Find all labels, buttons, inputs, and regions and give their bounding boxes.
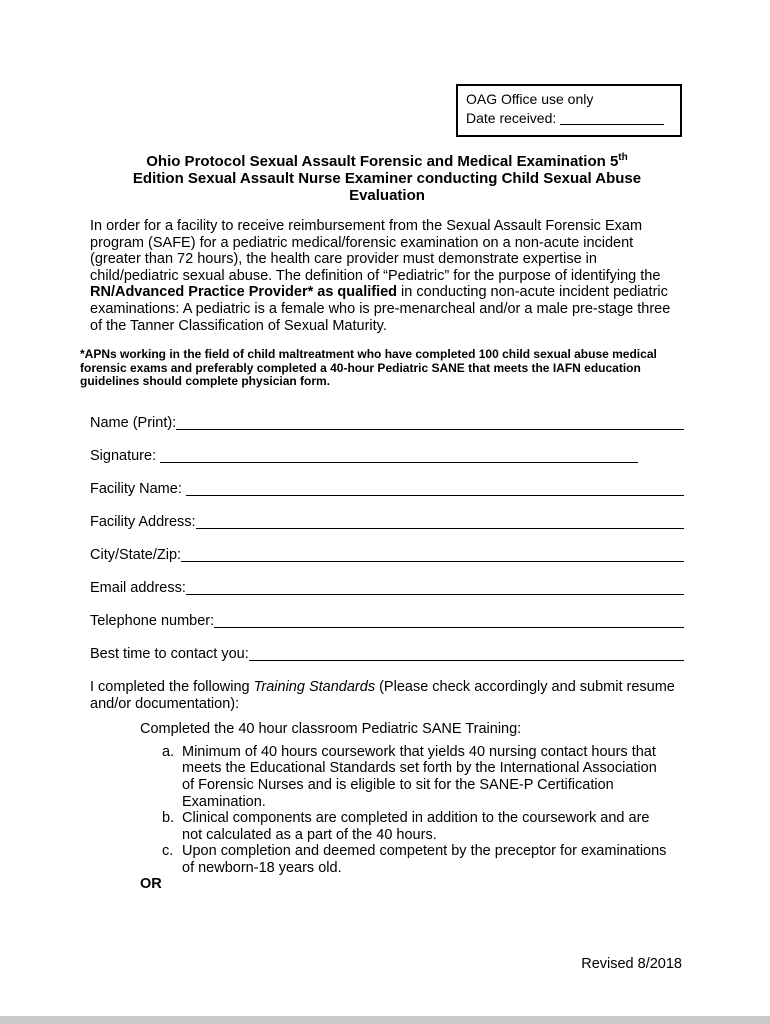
- intro-text-before: In order for a facility to receive reimbursement from the Sexual Assault Forensic Exam program (SAFE) for a pediatric medical/forensic examination on a non-acute incident (greater than 72 hours), the health care provider must demonstrate expertise in child/pediatric sexual abuse. The definition of “Pediatric” for the purpose of identifying the: [90, 218, 661, 284]
- training-item-a-marker: a.: [162, 743, 175, 760]
- title-line-2: Edition Sexual Assault Nurse Examiner conducting Child Sexual Abuse: [132, 170, 642, 187]
- training-intro-italic: Training Standards: [253, 678, 376, 695]
- date-received-input-line[interactable]: [560, 109, 664, 125]
- date-received-row: [466, 109, 672, 128]
- office-use-box: [456, 84, 682, 137]
- training-item-c-text: Upon completion and deemed competent by the preceptor for examinations of newborn-18 years old.: [182, 843, 667, 876]
- training-item-b-text: Clinical components are completed in addition to the coursework and are not calculated as a part of the 40 hours.: [182, 810, 650, 843]
- training-item-b: [162, 810, 670, 843]
- field-row-facility-name: [90, 481, 684, 498]
- training-item-a: [162, 744, 670, 810]
- field-input-city-state-zip[interactable]: [181, 547, 684, 562]
- training-intro-after: (Please check accordingly and submit resume and/or documentation):: [90, 678, 675, 712]
- training-item-a-text: Minimum of 40 hours coursework that yields 40 nursing contact hours that meets the Educational Standards set forth by the International Association of Forensic Nurses and is eligible to sit for the SANE-P Certification Examination.: [182, 743, 657, 810]
- date-received-label: Date received:: [466, 110, 557, 126]
- field-row-city-state-zip: [90, 547, 684, 564]
- office-use-title: OAG Office use only: [466, 91, 594, 107]
- field-input-name-print[interactable]: [176, 415, 684, 430]
- field-label-facility-address: Facility Address:: [90, 513, 196, 530]
- field-row-name-print: [90, 415, 684, 432]
- field-label-name-print: Name (Print):: [90, 414, 177, 431]
- training-item-c: [162, 843, 670, 876]
- intro-paragraph: [90, 218, 686, 334]
- field-row-best-time: [90, 646, 684, 663]
- or-label: OR: [140, 876, 162, 893]
- field-label-telephone-number: Telephone number:: [90, 612, 215, 629]
- page-bottom-edge: [0, 1016, 770, 1024]
- field-input-best-time[interactable]: [249, 646, 684, 661]
- field-row-signature: [90, 448, 638, 465]
- field-label-best-time: Best time to contact you:: [90, 645, 249, 662]
- training-intro-before: I completed the following: [90, 678, 254, 695]
- field-input-facility-name[interactable]: [186, 481, 684, 496]
- field-row-telephone-number: [90, 613, 684, 630]
- document-title: [90, 149, 684, 204]
- revised-date: Revised 8/2018: [581, 956, 682, 972]
- field-input-facility-address[interactable]: [196, 514, 684, 529]
- form-fields: [90, 415, 684, 663]
- field-row-email-address: [90, 580, 684, 597]
- field-label-email-address: Email address:: [90, 579, 186, 596]
- field-label-city-state-zip: City/State/Zip:: [90, 546, 182, 563]
- field-label-facility-name: Facility Name:: [90, 480, 186, 497]
- intro-bold-text: RN/Advanced Practice Provider* as qualified: [90, 284, 398, 301]
- training-standards-intro: [90, 679, 686, 712]
- field-input-email-address[interactable]: [186, 580, 684, 595]
- field-label-signature: Signature:: [90, 447, 161, 464]
- title-superscript: th: [618, 152, 628, 163]
- title-line-1: Ohio Protocol Sexual Assault Forensic and Medical Examination 5: [146, 153, 619, 170]
- field-row-facility-address: [90, 514, 684, 531]
- intro-text-after: in conducting non-acute incident pediatric examinations: A pediatric is a female who is pre-menarcheal and/or a male pre-stage three of the Tanner Classification of Sexual Maturity.: [90, 284, 671, 334]
- field-input-signature[interactable]: [160, 448, 638, 463]
- training-item-b-marker: b.: [162, 810, 175, 827]
- training-item-c-marker: c.: [162, 843, 174, 860]
- apn-footnote: *APNs working in the field of child maltreatment who have completed 100 child sexual abuse medical forensic exams and preferably completed a 40-hour Pediatric SANE that meets the IAFN education guidelines should complete physician form.: [80, 347, 657, 389]
- training-requirements-block: [140, 721, 684, 893]
- training-heading: Completed the 40 hour classroom Pediatric SANE Training:: [140, 721, 522, 738]
- field-input-telephone-number[interactable]: [214, 613, 684, 628]
- title-line-3: Evaluation: [349, 187, 425, 204]
